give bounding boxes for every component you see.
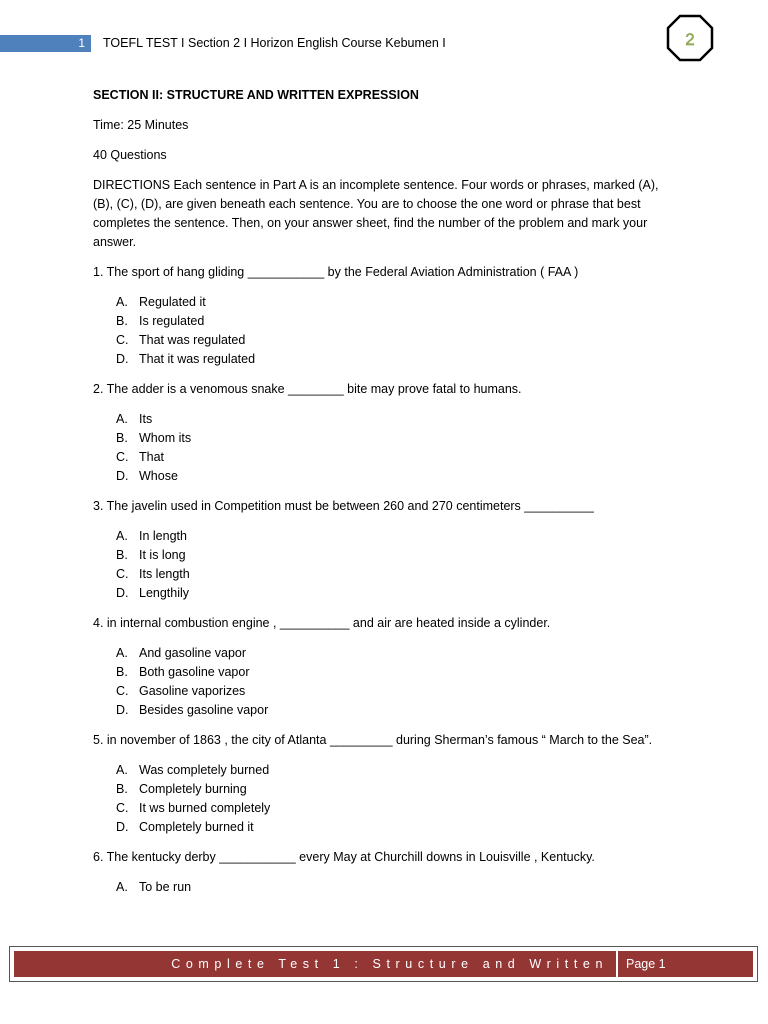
question-6-text: 6. The kentucky derby ___________ every May at Churchill downs in Louisville , Kentucky. xyxy=(93,850,595,864)
option-letter: B. xyxy=(116,314,128,328)
option-text: In length xyxy=(139,529,187,543)
question-6-options xyxy=(93,878,678,897)
option-letter: A. xyxy=(116,880,128,894)
option-letter: C. xyxy=(116,801,129,815)
option-letter: A. xyxy=(116,763,128,777)
answer-option xyxy=(116,644,678,663)
question-list xyxy=(93,263,678,897)
document-body xyxy=(93,86,678,908)
answer-option xyxy=(116,312,678,331)
question-1-options xyxy=(93,293,678,369)
answer-option xyxy=(116,780,678,799)
option-letter: D. xyxy=(116,820,129,834)
option-letter: A. xyxy=(116,295,128,309)
answer-option xyxy=(116,565,678,584)
answer-option xyxy=(116,546,678,565)
option-letter: B. xyxy=(116,431,128,445)
option-text: That xyxy=(139,450,165,464)
option-text: Regulated it xyxy=(139,295,206,309)
page-number-badge xyxy=(666,14,714,62)
footer-title: Complete Test 1 : Structure and Written xyxy=(171,957,608,971)
option-letter: A. xyxy=(116,646,128,660)
option-text: That it was regulated xyxy=(139,352,256,366)
header-title: TOEFL TEST I Section 2 I Horizon English Course Kebumen I xyxy=(103,36,446,50)
answer-option xyxy=(116,878,678,897)
option-text: Was completely burned xyxy=(139,763,270,777)
option-text: Is regulated xyxy=(139,314,205,328)
answer-option xyxy=(116,818,678,837)
option-text: That was regulated xyxy=(139,333,246,347)
option-text: Its xyxy=(139,412,153,426)
option-letter: B. xyxy=(116,665,128,679)
option-letter: D. xyxy=(116,586,129,600)
footer xyxy=(9,946,758,982)
question-2-text: 2. The adder is a venomous snake ________ bite may prove fatal to humans. xyxy=(93,382,522,396)
answer-option xyxy=(116,350,678,369)
answer-option xyxy=(116,467,678,486)
answer-option xyxy=(116,761,678,780)
footer-page-label: Page 1 xyxy=(626,957,666,971)
option-text: Its length xyxy=(139,567,190,581)
section-title: SECTION II: STRUCTURE AND WRITTEN EXPRESSION xyxy=(93,88,419,102)
option-text: Completely burned it xyxy=(139,820,254,834)
answer-option xyxy=(116,527,678,546)
option-letter: C. xyxy=(116,684,129,698)
option-letter: A. xyxy=(116,529,128,543)
question-4-options xyxy=(93,644,678,720)
answer-option xyxy=(116,663,678,682)
question-2-options xyxy=(93,410,678,486)
option-letter: B. xyxy=(116,782,128,796)
option-letter: C. xyxy=(116,450,129,464)
option-letter: D. xyxy=(116,703,129,717)
answer-option xyxy=(116,799,678,818)
option-text: Whose xyxy=(139,469,178,483)
question-4-text: 4. in internal combustion engine , __________ and air are heated inside a cylinder. xyxy=(93,616,551,630)
question-3-text: 3. The javelin used in Competition must be between 260 and 270 centimeters __________ xyxy=(93,499,594,513)
option-text: It is long xyxy=(139,548,186,562)
option-letter: A. xyxy=(116,412,128,426)
answer-option xyxy=(116,701,678,720)
option-text: Both gasoline vapor xyxy=(139,665,250,679)
footer-bar xyxy=(14,951,753,977)
answer-option xyxy=(116,331,678,350)
question-5-options xyxy=(93,761,678,837)
option-text: Besides gasoline vapor xyxy=(139,703,269,717)
answer-option xyxy=(116,682,678,701)
header-page-number: 1 xyxy=(0,35,91,52)
option-letter: C. xyxy=(116,567,129,581)
option-letter: C. xyxy=(116,333,129,347)
option-text: Completely burning xyxy=(139,782,247,796)
question-1-text: 1. The sport of hang gliding ___________ by the Federal Aviation Administration ( FAA ) xyxy=(93,265,579,279)
question-3-options xyxy=(93,527,678,603)
option-letter: D. xyxy=(116,469,129,483)
option-letter: D. xyxy=(116,352,129,366)
option-letter: B. xyxy=(116,548,128,562)
option-text: To be run xyxy=(139,880,192,894)
answer-option xyxy=(116,584,678,603)
option-text: Gasoline vaporizes xyxy=(139,684,246,698)
directions: DIRECTIONS Each sentence in Part A is an incomplete sentence. Four words or phrases, marked (A), (B), (C), (D), are given beneath each sentence. You are to choose the one word or phrase that best completes the sentence. Then, on your answer sheet, find the number of the problem and mark your answer. xyxy=(93,178,659,249)
option-text: Whom its xyxy=(139,431,192,445)
option-text: Lengthily xyxy=(139,586,190,600)
answer-option xyxy=(116,429,678,448)
questions-count: 40 Questions xyxy=(93,148,167,162)
question-5-text: 5. in november of 1863 , the city of Atlanta _________ during Sherman’s famous “ March to the Sea”. xyxy=(93,733,653,747)
option-text: And gasoline vapor xyxy=(139,646,247,660)
badge-number: 2 xyxy=(685,30,695,49)
answer-option xyxy=(116,448,678,467)
time-limit: Time: 25 Minutes xyxy=(93,118,189,132)
answer-option xyxy=(116,293,678,312)
option-text: It ws burned completely xyxy=(139,801,271,815)
answer-option xyxy=(116,410,678,429)
